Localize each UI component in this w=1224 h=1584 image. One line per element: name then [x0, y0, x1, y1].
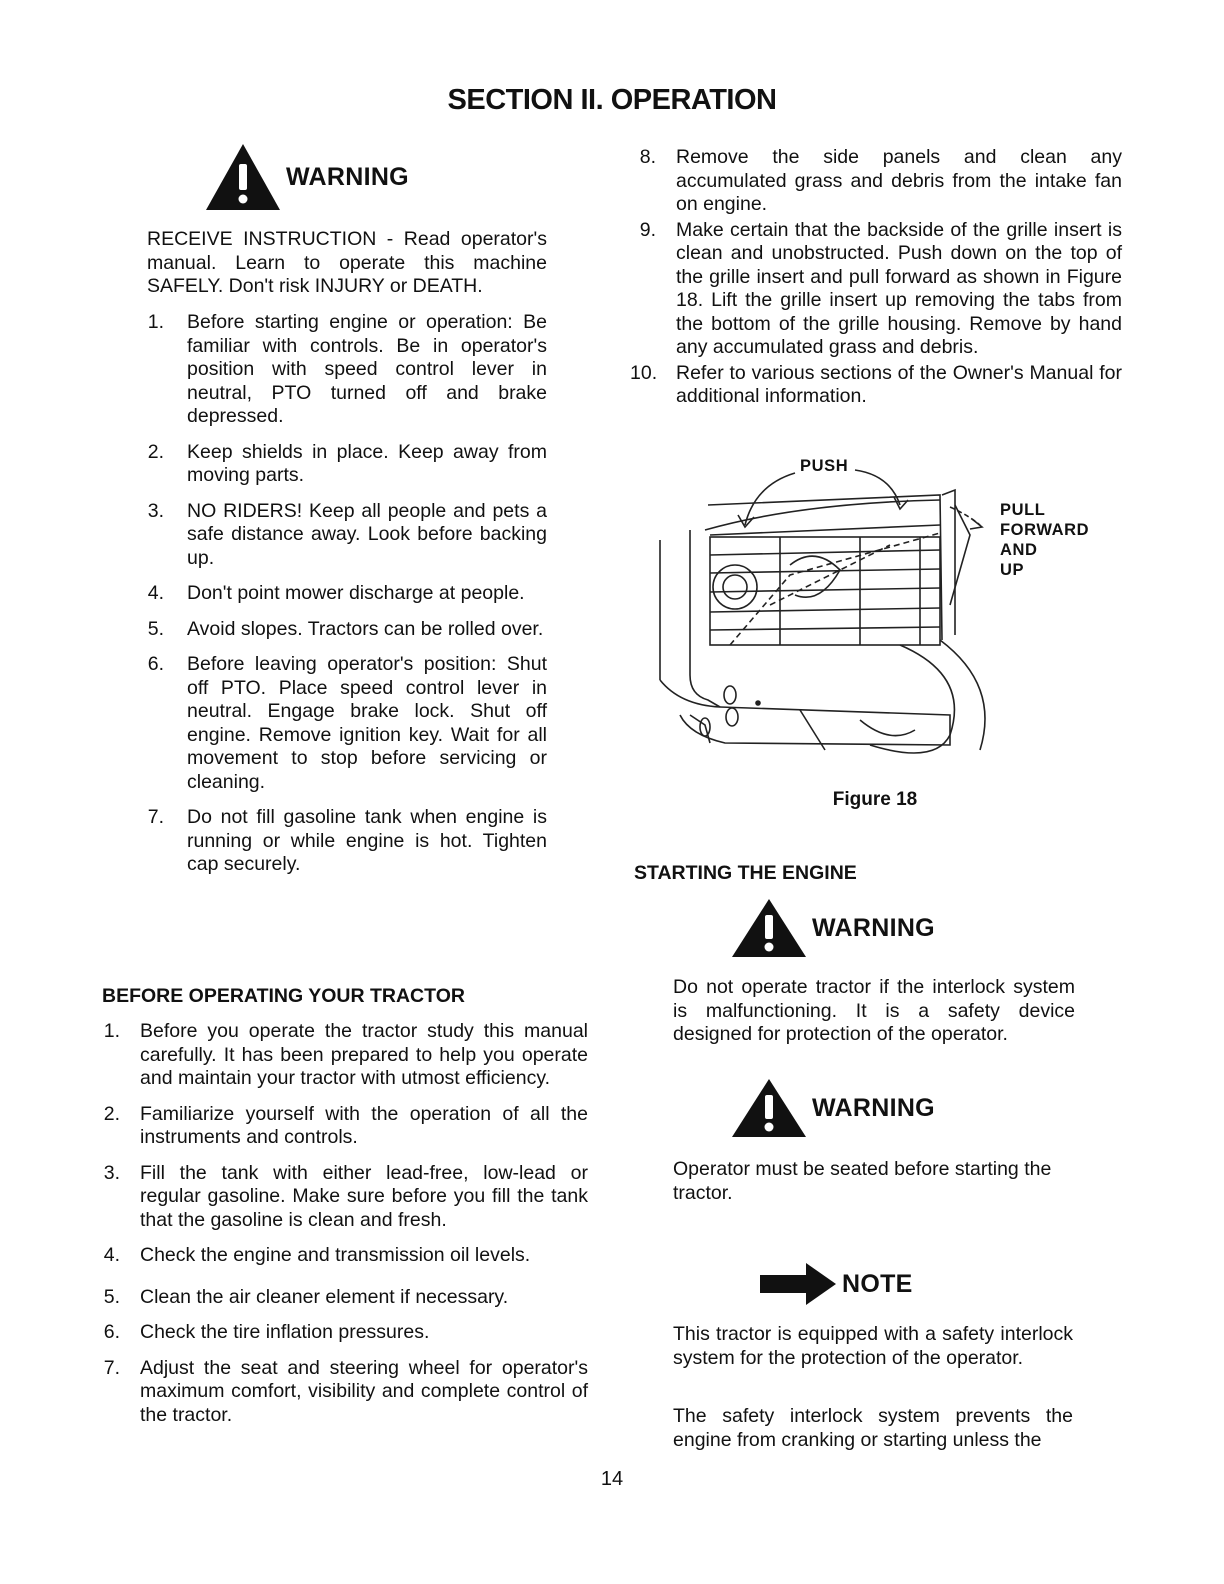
note-label: NOTE: [842, 1269, 913, 1298]
page-number: 14: [600, 1468, 624, 1490]
note-box: [758, 1261, 913, 1307]
note-text-1: This tractor is equipped with a safety interlock system for the protection of the operator.: [673, 1323, 1073, 1369]
warning-triangle-icon: [730, 897, 808, 959]
item-text: Familiarize yourself with the operation of all the instruments and controls.: [140, 1102, 588, 1148]
warning-box-1: [730, 897, 935, 959]
item-number: 2.: [103, 1102, 120, 1125]
warning-triangle-icon: [730, 1077, 808, 1139]
list-item: [140, 653, 547, 794]
pull-label-line: AND: [1000, 541, 1038, 559]
warning-box-2: [730, 1077, 935, 1139]
item-text: Don't point mower discharge at people.: [187, 582, 525, 604]
warning-intro: [147, 228, 547, 299]
item-number: 3.: [147, 499, 164, 522]
item-number: 4.: [103, 1244, 120, 1266]
item-text: Before leaving operator's position: Shut off PTO. Place speed control lever in neutral. Engage brake lock. Shut off engine. Remove ignition key. Wait for all movement to stop before servicing or cleaning.: [187, 653, 547, 793]
item-text: Remove the side panels and clean any accumulated grass and debris from the intake fan on engine.: [676, 146, 1122, 215]
left-warning-box: [204, 142, 409, 212]
item-number: 10.: [630, 361, 658, 384]
figure-18: [650, 445, 1110, 765]
item-number: 5.: [147, 617, 164, 640]
list-item: [140, 500, 547, 571]
pull-label: [1000, 500, 1089, 580]
item-text: Before you operate the tractor study this manual carefully. It has been prepared to help you operate and maintain your tractor with utmost efficiency.: [140, 1020, 588, 1089]
item-text: Fill the tank with either lead-free, low-lead or regular gasoline. Make sure before you fill the tank that the gasoline is clean and fresh.: [140, 1161, 588, 1231]
arrow-right-icon: [758, 1261, 838, 1307]
note-text-2: The safety interlock system prevents the engine from cranking or starting unless the: [673, 1405, 1073, 1451]
item-number: 3.: [103, 1161, 120, 1184]
warning-label: WARNING: [812, 1093, 935, 1122]
note-heading: [758, 1261, 913, 1307]
list-item: [630, 362, 1122, 409]
list-item: [140, 582, 547, 606]
list-item: [140, 441, 547, 488]
starting-engine-heading: STARTING THE ENGINE: [634, 862, 857, 884]
push-label: PUSH: [800, 457, 849, 475]
list-item: [140, 618, 547, 642]
warning-triangle-icon: [204, 142, 282, 212]
warning-label: WARNING: [812, 913, 935, 942]
list-item: [630, 219, 1122, 360]
warning-heading: [204, 142, 409, 212]
list-item: [140, 806, 547, 877]
item-text: Make certain that the backside of the grille insert is clean and unobstructed. Push down on the top of the grille insert and pull forward as shown in Figure 18. Lift the grille insert up removing the tabs from the bottom of the grille housing. Remove by hand any accumulated grass and debris.: [676, 218, 1122, 358]
warning-heading: [730, 1077, 935, 1139]
item-text: Keep shields in place. Keep away from moving parts.: [187, 440, 547, 486]
item-number: 5.: [103, 1285, 120, 1308]
section-title: SECTION II. OPERATION: [447, 84, 777, 116]
list-item: [630, 146, 1122, 217]
grille-illustration: [650, 445, 1110, 765]
item-text: Do not fill gasoline tank when engine is running or while engine is hot. Tighten cap securely.: [187, 806, 547, 875]
pull-label-line: FORWARD: [1000, 521, 1090, 539]
item-number: 9.: [639, 218, 656, 241]
warning-label: WARNING: [286, 162, 409, 191]
list-item: [98, 1103, 588, 1150]
item-number: 1.: [103, 1020, 120, 1042]
item-number: 7.: [103, 1356, 120, 1379]
item-text: Adjust the seat and steering wheel for operator's maximum comfort, visibility and complete control of the tractor.: [140, 1356, 588, 1426]
list-item: [140, 311, 547, 429]
warning-intro-text: RECEIVE INSTRUCTION - Read operator's manual. Learn to operate this machine SAFELY. Don't risk INJURY or DEATH.: [147, 228, 547, 297]
right-list: [630, 146, 1122, 409]
item-number: 6.: [147, 653, 164, 675]
warning-1-text: Do not operate tractor if the interlock system is malfunctioning. It is a safety device designed for protection of the operator.: [673, 976, 1075, 1045]
item-text: NO RIDERS! Keep all people and pets a safe distance away. Look before backing up.: [187, 499, 547, 569]
before-operating-list: [98, 1020, 588, 1427]
list-item: [98, 1321, 588, 1345]
warning-heading: [730, 897, 935, 959]
item-number: 7.: [147, 806, 164, 828]
safety-list: [140, 311, 547, 877]
item-number: 2.: [147, 440, 164, 463]
item-text: Check the tire inflation pressures.: [140, 1321, 430, 1343]
pull-label-line: PULL: [1000, 501, 1046, 519]
warning-2-text: Operator must be seated before starting the tractor.: [673, 1158, 1052, 1204]
item-text: Check the engine and transmission oil levels.: [140, 1244, 531, 1266]
item-number: 8.: [639, 146, 656, 168]
figure-caption: Figure 18: [832, 789, 918, 810]
item-number: 4.: [147, 582, 164, 604]
item-number: 6.: [103, 1321, 120, 1343]
list-item: [98, 1244, 588, 1268]
pull-label-line: UP: [1000, 561, 1025, 579]
before-operating-heading: BEFORE OPERATING YOUR TRACTOR: [102, 985, 465, 1007]
list-item: [98, 1162, 588, 1233]
item-text: Clean the air cleaner element if necessary.: [140, 1285, 509, 1308]
item-text: Refer to various sections of the Owner's Manual for additional information.: [676, 361, 1122, 407]
list-item: [98, 1286, 588, 1310]
list-item: [98, 1020, 588, 1091]
item-number: 1.: [147, 311, 164, 333]
item-text: Avoid slopes. Tractors can be rolled over.: [187, 617, 544, 640]
list-item: [98, 1357, 588, 1428]
item-text: Before starting engine or operation: Be familiar with controls. Be in operator's position with speed control lever in neutral, PTO turned off and brake depressed.: [187, 311, 547, 427]
